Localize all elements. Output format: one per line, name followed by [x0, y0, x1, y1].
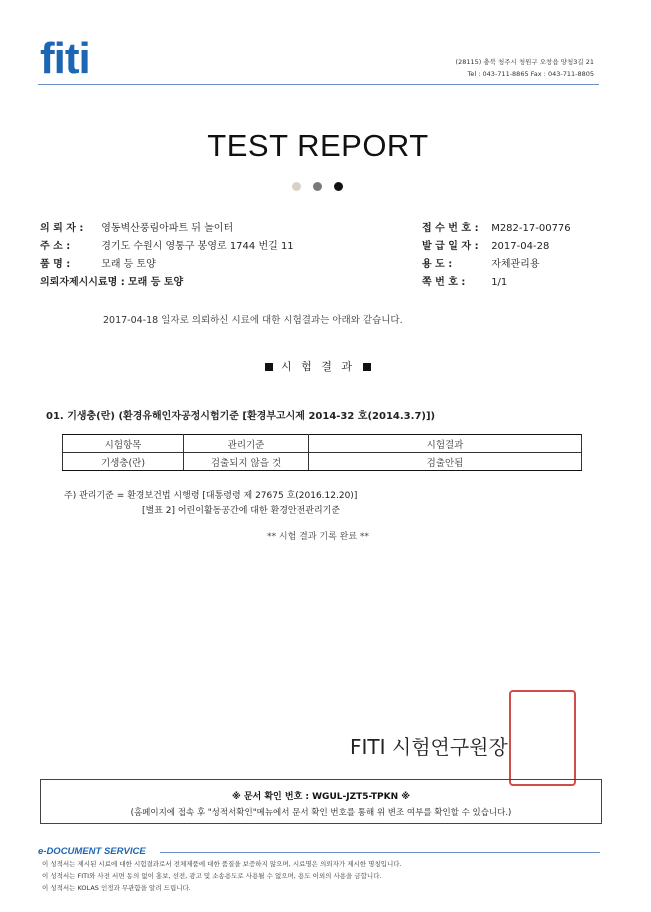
- info-value: 자체관리용: [491, 259, 540, 270]
- info-page-no: [422, 276, 507, 290]
- table-cell: 기생충(란): [63, 453, 184, 471]
- info-label: 의 뢰 자 :: [40, 223, 84, 234]
- header-address: [456, 56, 594, 80]
- info-issue-date: [422, 240, 549, 254]
- note-line: 주) 관리기준 = 환경보건법 시행령 [대통령령 제 27675 호(2016.12.20)]: [64, 491, 358, 501]
- header-divider: [38, 84, 599, 85]
- verification-instructions: (홈페이지에 접속 후 "성적서확인"메뉴에서 문서 확인 번호를 통해 위 변조 여부를 확인할 수 있습니다.): [130, 808, 512, 818]
- section-title: [0, 358, 636, 374]
- official-seal: [509, 690, 576, 786]
- info-value: 경기도 수원시 영통구 봉영로 1744 번길 11: [101, 241, 294, 252]
- end-of-results: ** 시험 결과 기록 완료 **: [267, 532, 369, 542]
- info-client: [40, 222, 233, 236]
- address-line: (28115) 충북 청주시 청원구 오창읍 양청3길 21: [455, 58, 594, 66]
- info-value: 모래 등 토양: [101, 259, 156, 270]
- info-value: 모래 등 토양: [127, 277, 184, 288]
- test-item-title: 01. 기생충(란) (환경유해인자공정시험기준 [환경부고시제 2014-32 호(2014.3.7)]): [46, 411, 436, 422]
- info-label: 발 급 일 자 :: [422, 241, 479, 252]
- standard-note: [64, 489, 357, 519]
- info-value: 영동벽산풍림아파트 뒤 놀이터: [101, 223, 234, 234]
- info-purpose: [422, 258, 540, 272]
- results-table: [62, 434, 582, 471]
- disclaimer-line: 이 성적서는 FITI와 사전 서면 동의 없이 홍보, 선전, 광고 및 소송용도로 사용될 수 없으며, 용도 이외의 사용을 금합니다.: [42, 872, 382, 880]
- footer-divider: [160, 852, 600, 853]
- decor-dot: [334, 182, 343, 191]
- document-verification-box: [40, 779, 602, 824]
- info-receipt-no: [422, 222, 571, 236]
- report-title: TEST REPORT: [207, 128, 429, 163]
- note-line: [별표 2] 어린이활동공간에 대한 환경안전관리기준: [142, 506, 341, 516]
- info-value: M282-17-00776: [491, 223, 571, 234]
- e-document-service-label: e-DOCUMENT SERVICE: [38, 846, 146, 857]
- info-label: 접 수 번 호 :: [422, 223, 479, 234]
- info-value: 1/1: [491, 277, 508, 288]
- info-sample-name: [40, 276, 183, 290]
- info-address: [40, 240, 294, 254]
- disclaimer-line: 이 성적서는 KOLAS 인정과 무관함을 알려 드립니다.: [42, 884, 191, 892]
- table-header: 관리기준: [184, 435, 309, 453]
- table-header: 시험결과: [309, 435, 582, 453]
- decor-dot: [313, 182, 322, 191]
- square-bullet-icon: [363, 363, 371, 371]
- intro-text: 2017-04-18 일자로 의뢰하신 시료에 대한 시험결과는 아래와 같습니다.: [103, 315, 403, 326]
- disclaimer-line: 이 성적서는 제시된 시료에 대한 시험결과로서 전체제품에 대한 품질을 보증하지 않으며, 시료명은 의뢰자가 제시한 명칭입니다.: [42, 860, 402, 868]
- contact-line: Tel : 043-711-8865 Fax : 043-711-8805: [467, 70, 594, 78]
- info-label: 의뢰자제시시료명 :: [40, 277, 125, 288]
- info-label: 쪽 번 호 :: [422, 277, 466, 288]
- table-cell: 검출안됨: [309, 453, 582, 471]
- square-bullet-icon: [265, 363, 273, 371]
- info-product: [40, 258, 156, 272]
- signature: FITI 시험연구원장: [350, 735, 508, 759]
- decor-dot: [292, 182, 301, 191]
- fiti-logo: fiti: [40, 34, 90, 83]
- table-cell: 검출되지 않을 것: [184, 453, 309, 471]
- table-row: [63, 453, 582, 471]
- info-label: 품 명 :: [40, 259, 71, 270]
- info-label: 주 소 :: [40, 241, 71, 252]
- info-label: 용 도 :: [422, 259, 453, 270]
- footer-disclaimer: [42, 858, 402, 894]
- verification-number: ※ 문서 확인 번호 : WGUL-JZT5-TPKN ※: [231, 792, 411, 802]
- info-value: 2017-04-28: [491, 241, 550, 252]
- table-header-row: [63, 435, 582, 453]
- section-title-text: 시 험 결 과: [281, 360, 355, 373]
- decor-dots: [292, 182, 343, 191]
- table-header: 시험항목: [63, 435, 184, 453]
